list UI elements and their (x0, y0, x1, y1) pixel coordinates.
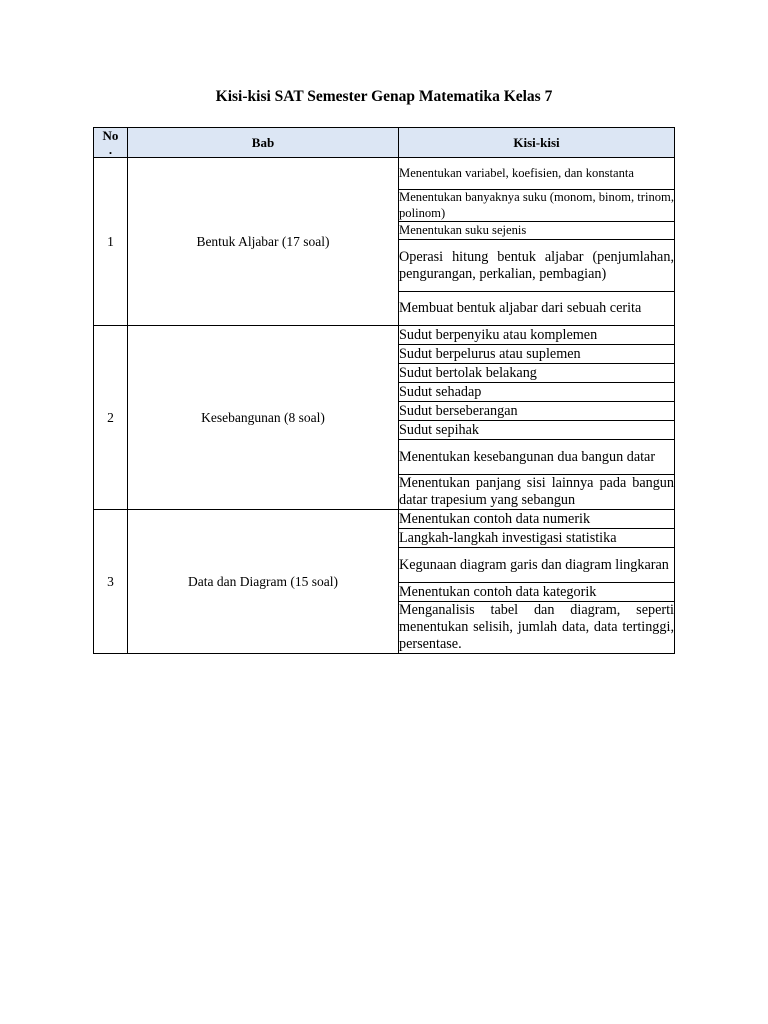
kisi-item: Sudut berpenyiku atau komplemen (399, 326, 675, 345)
section-bab: Data dan Diagram (15 soal) (128, 510, 399, 654)
kisi-item: Menentukan kesebangunan dua bangun datar (399, 440, 675, 475)
kisi-item: Menentukan banyaknya suku (monom, binom, trinom, polinom) (399, 190, 674, 220)
kisi-item: Sudut bertolak belakang (399, 364, 675, 383)
header-no-label: No . (102, 127, 119, 157)
section-number: 2 (94, 326, 128, 510)
header-no (94, 128, 128, 158)
table-header-row (94, 128, 675, 158)
document-title: Kisi-kisi SAT Semester Genap Matematika Kelas 7 (215, 88, 553, 105)
kisi-item: Operasi hitung bentuk aljabar (penjumlahan, pengurangan, perkalian, pembagian) (399, 240, 675, 292)
section-bab: Kesebangunan (8 soal) (128, 326, 399, 510)
kisi-item: Langkah-langkah investigasi statistika (399, 529, 675, 548)
kisi-item: Sudut sepihak (399, 421, 675, 440)
kisi-item: Menentukan variabel, koefisien, dan konstanta (399, 158, 675, 190)
kisi-item: Menentukan contoh data numerik (399, 510, 675, 529)
section-number: 3 (94, 510, 128, 654)
table-row (94, 510, 675, 529)
header-kisi: Kisi-kisi (399, 128, 675, 158)
header-bab: Bab (128, 128, 399, 158)
kisi-item: Membuat bentuk aljabar dari sebuah cerita (399, 292, 675, 326)
table-row (94, 326, 675, 345)
table-row (94, 158, 675, 190)
kisi-item: Menentukan panjang sisi lainnya pada bangun datar trapesium yang sebangun (399, 475, 674, 508)
kisi-item: Sudut berseberangan (399, 402, 675, 421)
section-number: 1 (94, 158, 128, 326)
section-bab: Bentuk Aljabar (17 soal) (128, 158, 399, 326)
kisi-kisi-table (93, 127, 675, 654)
kisi-item: Kegunaan diagram garis dan diagram lingkaran (399, 548, 675, 583)
kisi-item: Menentukan suku sejenis (399, 222, 675, 240)
kisi-item: Sudut berpelurus atau suplemen (399, 345, 675, 364)
kisi-item: Sudut sehadap (399, 383, 675, 402)
kisi-item: Menentukan contoh data kategorik (399, 583, 675, 602)
kisi-item: Menganalisis tabel dan diagram, seperti menentukan selisih, jumlah data, data tertinggi, persentase. (399, 602, 674, 652)
